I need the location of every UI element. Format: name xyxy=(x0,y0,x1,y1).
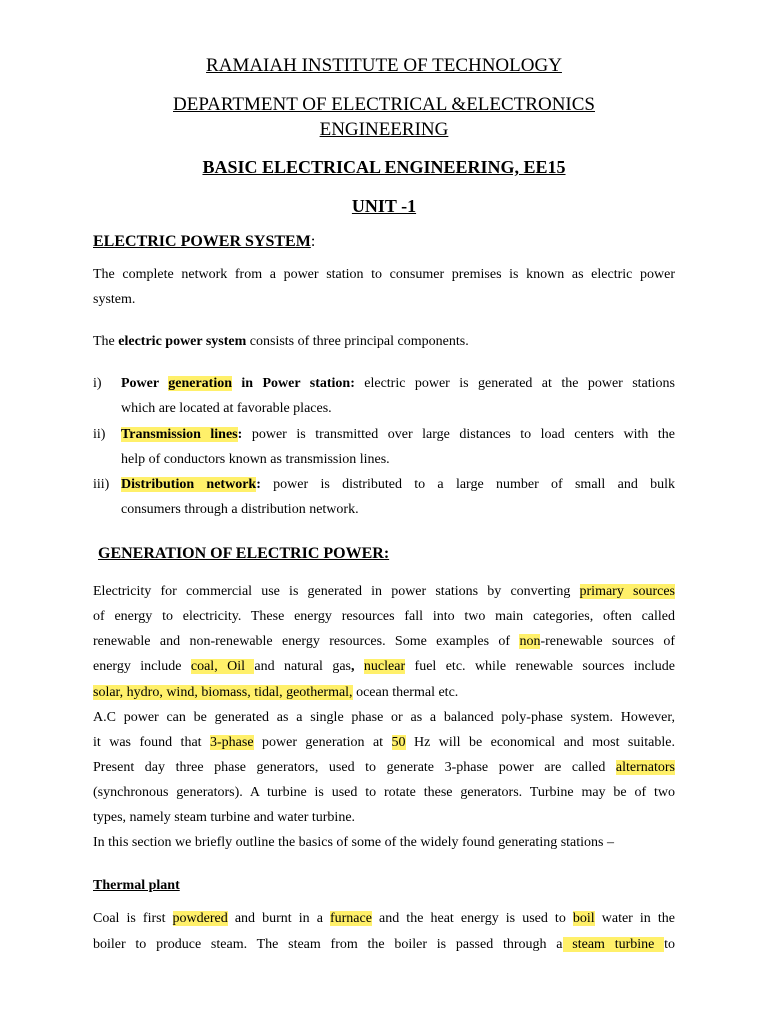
paragraph-line: system. xyxy=(93,292,136,307)
paragraph-line: types, namely steam turbine and water turbine. xyxy=(93,810,356,825)
section-heading-power-system: ELECTRIC POWER SYSTEM: xyxy=(93,233,316,250)
paragraph-line: of energy to electricity. These energy resources fall into two main categories, often called xyxy=(93,609,675,624)
section-heading-thermal-plant: Thermal plant xyxy=(93,878,180,893)
list-item-continuation: help of conductors known as transmission lines. xyxy=(121,452,390,467)
list-number: ii) xyxy=(93,427,106,442)
paragraph-line: The electric power system consists of three principal components. xyxy=(93,334,469,349)
paragraph-line: (synchronous generators). A turbine is used to rotate these generators. Turbine may be of two xyxy=(93,785,675,800)
paragraph-line: Present day three phase generators, used to generate 3-phase power are called alternators xyxy=(93,760,675,775)
list-number: iii) xyxy=(93,477,110,492)
unit-title: UNIT -1 xyxy=(351,196,417,216)
paragraph-line: solar, hydro, wind, biomass, tidal, geothermal, ocean thermal etc. xyxy=(93,685,459,700)
paragraph-line: energy include coal, Oil and natural gas, nuclear fuel etc. while renewable sources include xyxy=(93,659,676,674)
paragraph-line: The complete network from a power station to consumer premises is known as electric power xyxy=(93,267,675,282)
paragraph-line: Coal is first powdered and burnt in a furnace and the heat energy is used to boil water in the xyxy=(93,911,675,926)
department-title-line1: DEPARTMENT OF ELECTRICAL &ELECTRONICS xyxy=(173,94,595,115)
list-item-distribution-network: Distribution network: power is distributed to a large number of small and bulk xyxy=(121,477,675,492)
paragraph-line: Electricity for commercial use is generated in power stations by converting primary sources xyxy=(93,584,675,599)
list-item-power-generation: Power generation in Power station: electric power is generated at the power stations xyxy=(121,376,675,391)
paragraph-line: it was found that 3-phase power generation at 50 Hz will be economical and most suitable. xyxy=(93,735,675,750)
paragraph-line: renewable and non-renewable energy resources. Some examples of non-renewable sources of xyxy=(93,634,676,649)
course-title: BASIC ELECTRICAL ENGINEERING, EE15 xyxy=(202,157,566,177)
list-number: i) xyxy=(93,376,102,391)
list-item-transmission-lines: Transmission lines: power is transmitted over large distances to load centers with the xyxy=(121,427,676,442)
paragraph-line: In this section we briefly outline the basics of some of the widely found generating stations – xyxy=(93,835,614,850)
paragraph-line: A.C power can be generated as a single phase or as a balanced poly-phase system. However, xyxy=(93,710,675,725)
list-item-continuation: which are located at favorable places. xyxy=(121,401,332,416)
department-title-line2: ENGINEERING xyxy=(319,119,449,140)
institute-title: RAMAIAH INSTITUTE OF TECHNOLOGY xyxy=(206,55,562,76)
list-item-continuation: consumers through a distribution network. xyxy=(121,502,359,517)
paragraph-line: boiler to produce steam. The steam from the boiler is passed through a steam turbine to xyxy=(93,937,676,952)
section-heading-generation: GENERATION OF ELECTRIC POWER: xyxy=(98,545,390,562)
